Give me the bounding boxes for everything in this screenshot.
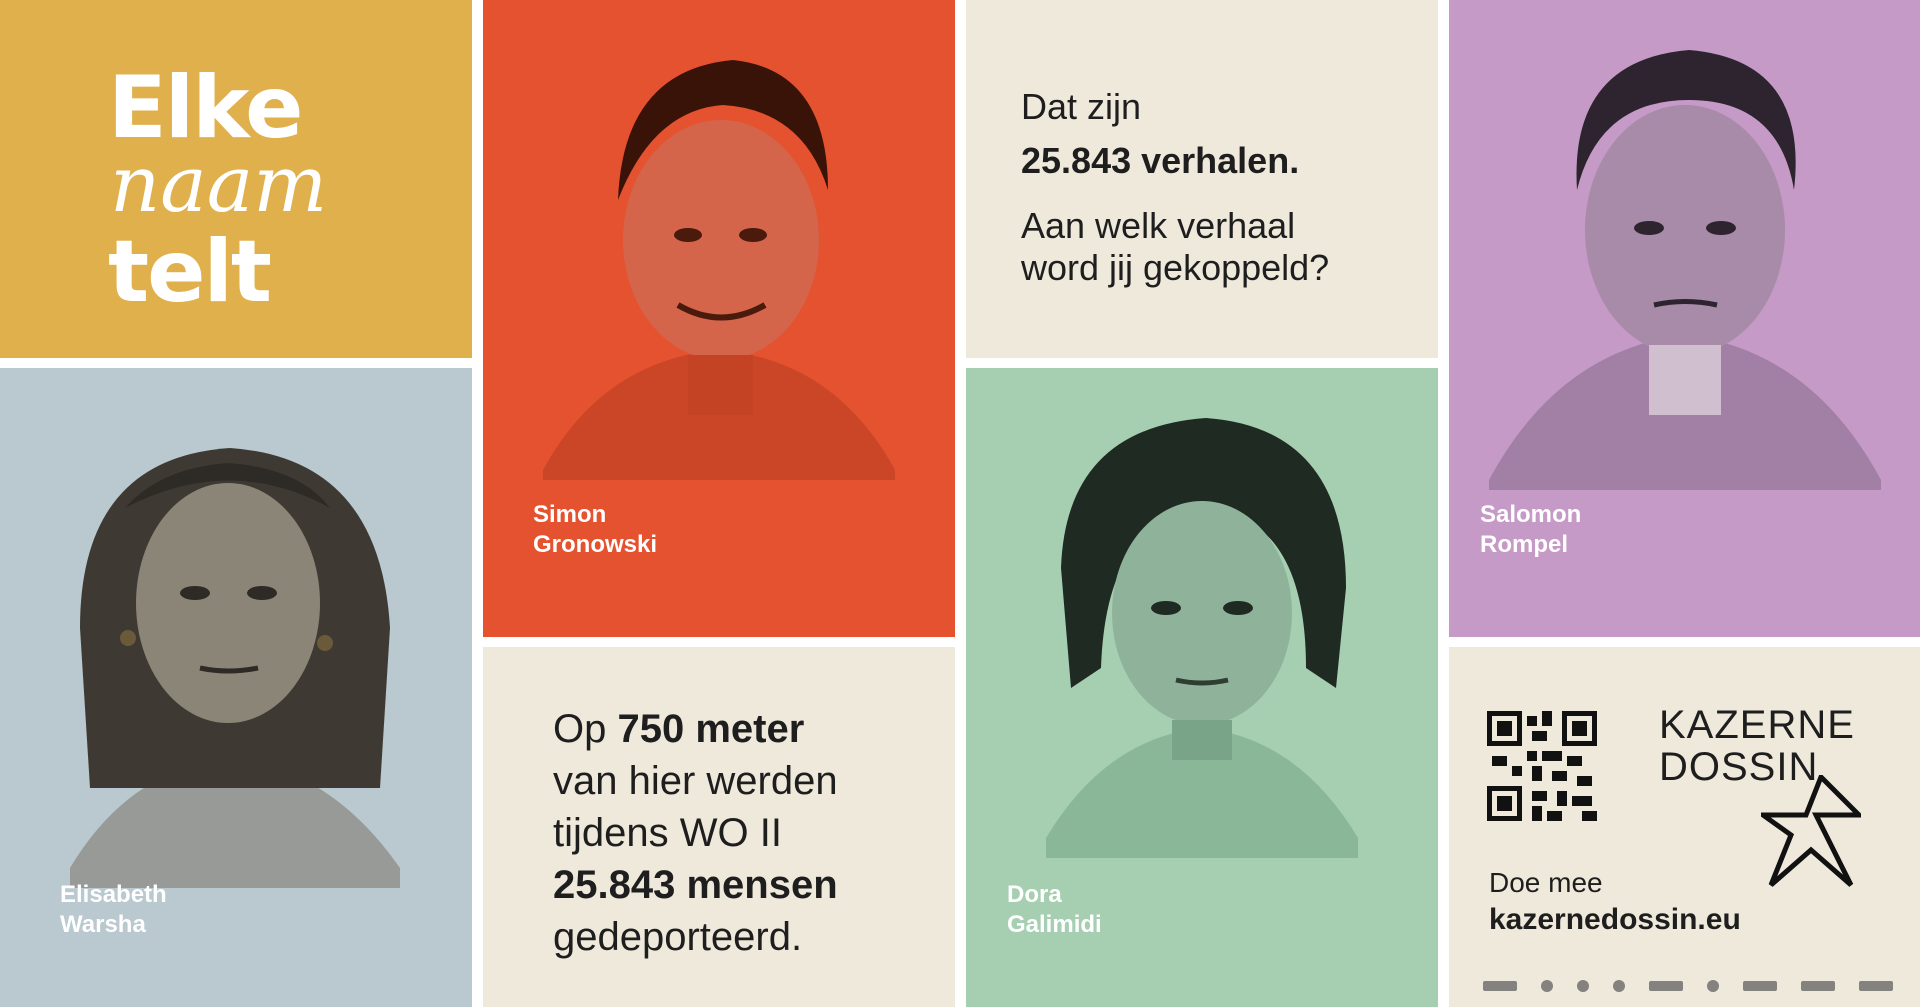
title-line-naam: naam [110, 140, 328, 230]
last-name: Rompel [1480, 531, 1569, 558]
partner-logos [1483, 977, 1893, 995]
name-label-dora [1007, 880, 1102, 940]
title-line-telt: telt [108, 222, 271, 322]
deportation-line-4: 25.843 mensen [553, 863, 838, 907]
partner-logo-icon [1483, 981, 1517, 991]
partner-logo-icon [1577, 980, 1589, 992]
partner-logo-icon [1649, 981, 1683, 991]
partner-logo-icon [1541, 980, 1553, 992]
partner-logo-icon [1613, 980, 1625, 992]
stories-line-4: word jij gekoppeld? [1021, 247, 1330, 288]
stories-line-1: Dat zijn [1021, 86, 1142, 127]
first-name: Simon [533, 501, 607, 528]
cta-text: Doe mee [1489, 867, 1603, 898]
brand-tile [1449, 647, 1920, 1007]
stories-line-2: 25.843 verhalen. [1021, 140, 1300, 181]
deportation-line-5: gedeporteerd. [553, 915, 803, 959]
portrait-tile-dora [966, 368, 1438, 1007]
partner-logo-icon [1801, 981, 1835, 991]
deportation-line-3: tijdens WO II [553, 811, 782, 855]
title-tile [0, 0, 472, 358]
first-name: Salomon [1480, 501, 1582, 528]
name-label-salomon [1480, 500, 1581, 560]
brand-logo-line-2: DOSSIN [1659, 745, 1819, 789]
name-label-simon [533, 500, 657, 560]
first-name: Elisabeth [60, 881, 167, 908]
last-name: Galimidi [1007, 911, 1102, 938]
partner-logo-icon [1743, 981, 1777, 991]
deportation-line-1 [553, 703, 804, 755]
website-link[interactable]: kazernedossin.eu [1489, 903, 1741, 936]
name-label-elisabeth [60, 880, 167, 940]
first-name: Dora [1007, 881, 1062, 908]
deportation-line-1-pre: Op [553, 707, 618, 751]
portrait-tile-simon [483, 0, 955, 637]
stories-line-3: Aan welk verhaal [1021, 205, 1296, 246]
title-line-elke: Elke [108, 58, 302, 158]
qr-code-icon[interactable] [1487, 711, 1597, 821]
last-name: Warsha [60, 911, 146, 938]
partner-logo-icon [1707, 980, 1719, 992]
portrait-tile-elisabeth [0, 368, 472, 1007]
stories-tile [966, 0, 1438, 358]
last-name: Gronowski [533, 531, 658, 558]
brand-logo-line-1: KAZERNE [1659, 703, 1855, 747]
deportation-line-1-bold: 750 meter [617, 707, 805, 751]
deportation-tile [483, 647, 955, 1007]
deportation-line-2: van hier werden [553, 759, 838, 803]
partner-logo-icon [1859, 981, 1893, 991]
star-of-david-icon [1761, 775, 1861, 905]
portrait-tile-salomon [1449, 0, 1920, 637]
